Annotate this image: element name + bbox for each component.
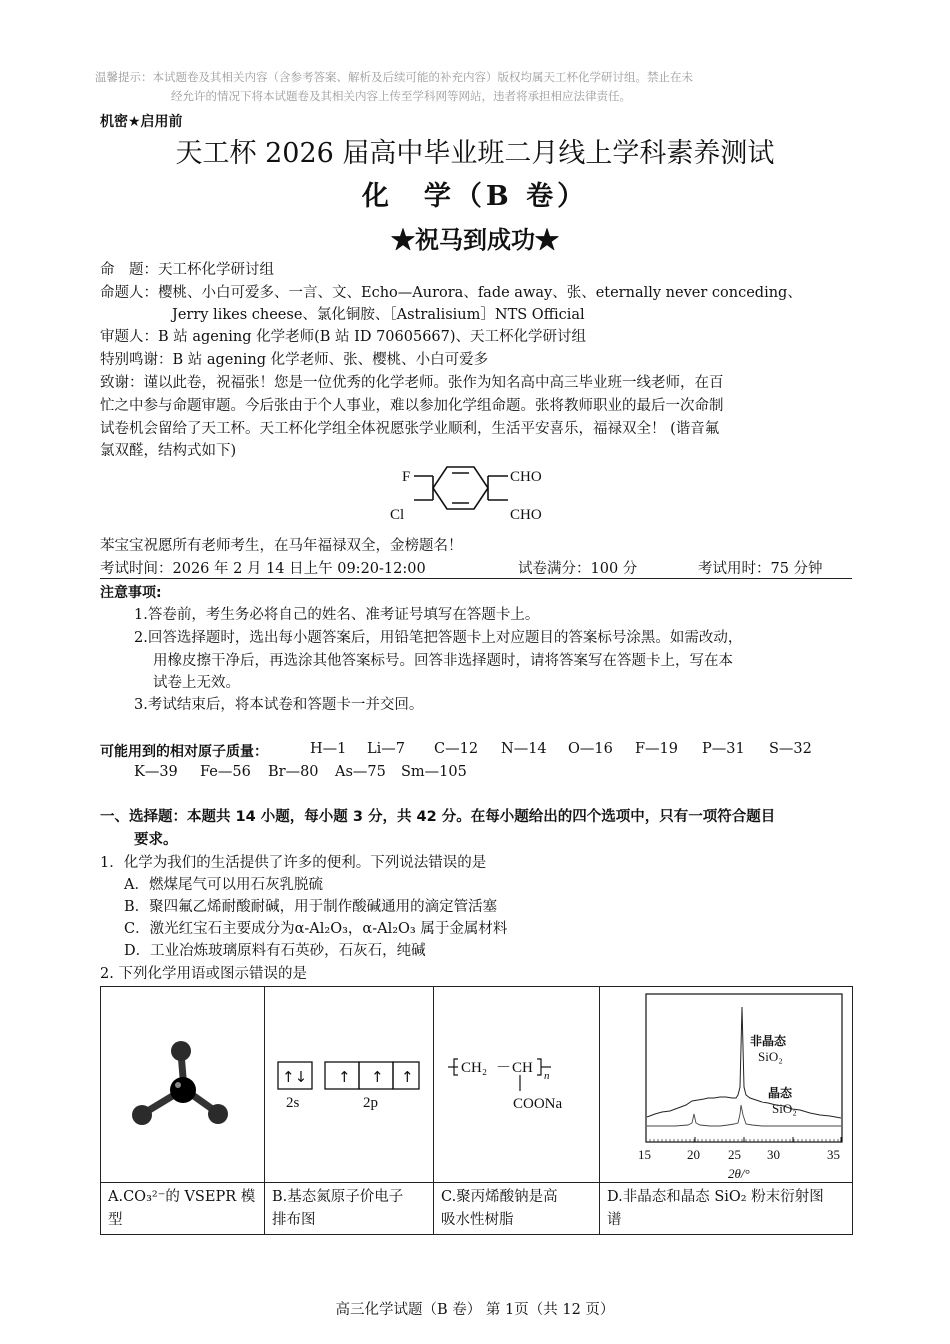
- atom-f: F: [402, 469, 411, 485]
- spin-up-down-icon: ↑↓: [282, 1068, 308, 1086]
- note-1: 1.答卷前，考生务必将自己的姓名、准考证号填写在答题卡上。: [134, 607, 540, 623]
- group-coona: COONa: [513, 1096, 563, 1112]
- q2-caption-b: [265, 1183, 434, 1235]
- blessing-text: 苯宝宝祝愿所有老师考生，在马年福禄双全，金榜题名！: [100, 538, 463, 554]
- dedication-1: 致谢：谨以此卷，祝福张！您是一位优秀的化学老师。张作为知名高中高三毕业班一线老师，在百: [100, 375, 724, 391]
- mass-h: H—1: [310, 741, 347, 757]
- xrd-pattern-chart: [600, 987, 852, 1182]
- atom-cl: Cl: [390, 507, 405, 523]
- atomic-masses-row-1: [100, 741, 852, 761]
- atomic-masses-heading: 可能用到的相对原子质量：: [100, 744, 268, 760]
- subscript-n: n: [544, 1070, 550, 1082]
- notes-heading: 注意事项:: [100, 585, 162, 601]
- caption-d-line-2: 谱: [607, 1212, 622, 1228]
- label-2p: 2p: [363, 1095, 378, 1111]
- mass-as: As—75: [335, 764, 386, 780]
- sodium-polyacrylate-structure: [434, 987, 599, 1182]
- xrd-tick-35: 35: [827, 1147, 840, 1162]
- oxygen-atom-top: [171, 1041, 191, 1061]
- carbon-atom: [170, 1077, 196, 1103]
- dedication-4: 氯双醛，结构式如下): [100, 443, 237, 459]
- q2-fig-a-cell: [101, 987, 265, 1183]
- caption-d-line-1: D.非晶态和晶态 SiO₂ 粉末衍射图: [607, 1189, 824, 1205]
- q2-caption-d: [600, 1183, 853, 1235]
- caption-b-line-2: 排布图: [272, 1212, 316, 1228]
- caption-a-line-1: A.CO₃²⁻的 VSEPR 模: [108, 1189, 256, 1205]
- oxygen-atom-right: [208, 1104, 228, 1124]
- co3-vsepr-model: [101, 987, 264, 1182]
- amorphous-sio2-curve: [647, 1007, 841, 1118]
- note-3: 3.考试结束后，将本试卷和答题卡一并交回。: [134, 697, 424, 713]
- notice-line-2: 经允许的情况下将本试题卷及其相关内容上传至学科网等网站，违者将承担相应法律责任。: [171, 89, 631, 103]
- legend-amorphous: 非晶态: [750, 1034, 787, 1048]
- spin-up-icon-1: ↑: [338, 1068, 351, 1086]
- legend-amorphous-formula: SiO₂: [758, 1049, 783, 1064]
- exam-duration: 考试用时：75 分钟: [698, 561, 823, 577]
- exam-time: 考试时间：2026 年 2 月 14 日上午 09:20-12:00: [100, 561, 426, 577]
- exam-info-row: [100, 557, 852, 578]
- q2-fig-b-cell: [265, 987, 434, 1183]
- xrd-tick-30: 30: [767, 1147, 780, 1162]
- wish-banner: ★祝马到成功★: [391, 225, 559, 254]
- q2-fig-c-cell: [434, 987, 600, 1183]
- note-2c: 试卷上无效。: [153, 675, 240, 691]
- label-2s: 2s: [286, 1095, 300, 1111]
- q1-option-c: C．激光红宝石主要成分为α-Al₂O₃，α-Al₂O₃ 属于金属材料: [124, 921, 508, 937]
- info-authors-1: 命题人：樱桃、小白可爱多、一言、文、Echo—Aurora、fade away、张、eternally never conceding、: [100, 285, 802, 301]
- group-ch: CH: [512, 1060, 533, 1076]
- mass-sm: Sm—105: [401, 764, 467, 780]
- group-cho-2: CHO: [510, 507, 542, 523]
- caption-b-line-1: B.基态氮原子价电子: [272, 1189, 404, 1205]
- mass-p: P—31: [702, 741, 745, 757]
- caption-c-line-1: C.聚丙烯酸钠是高: [441, 1189, 558, 1205]
- xrd-tick-20: 20: [687, 1147, 700, 1162]
- xrd-tick-25: 25: [728, 1147, 741, 1162]
- legend-crystal-formula: SiO₂: [772, 1101, 797, 1116]
- confidential-mark: 机密★启用前: [100, 114, 183, 130]
- q2-stem: 2. 下列化学用语或图示错误的是: [100, 966, 307, 982]
- spin-up-icon-2: ↑: [371, 1068, 384, 1086]
- legend-crystal: 晶态: [768, 1086, 793, 1100]
- copyright-notice: [95, 68, 865, 106]
- spin-up-icon-3: ↑: [401, 1068, 414, 1086]
- mass-f: F—19: [635, 741, 679, 757]
- group-cho-1: CHO: [510, 469, 542, 485]
- note-2b: 用橡皮擦干净后，再选涂其他答案标号。回答非选择题时，请将答案写在答题卡上，写在本: [153, 653, 733, 669]
- atomic-masses-row-2: [134, 764, 852, 780]
- oxygen-atom-left: [132, 1105, 152, 1125]
- q1-stem: 1．化学为我们的生活提供了许多的便利。下列说法错误的是: [100, 855, 487, 871]
- nitrogen-orbital-diagram: [265, 987, 433, 1182]
- dedication-3: 试卷机会留给了天工杯。天工杯化学组全体祝愿张学业顺利，生活平安喜乐，福禄双全！ (谐音氟: [100, 421, 720, 437]
- q2-options-table: [100, 986, 853, 1235]
- xrd-tick-15: 15: [638, 1147, 651, 1162]
- info-authors-2: Jerry likes cheese、氯化铜胺、［Astralisium］NTS Official: [172, 307, 585, 323]
- group-ch2: CH₂: [461, 1060, 488, 1076]
- exam-title: 天工杯 2026 届高中毕业班二月线上学科素养测试: [175, 138, 775, 169]
- q2-fig-d-cell: [600, 987, 853, 1183]
- page-footer: 高三化学试题（B 卷） 第 1页（共 12 页）: [335, 1302, 615, 1318]
- bracket-right: [537, 1059, 541, 1075]
- mass-n: N—14: [501, 741, 547, 757]
- section1-heading-2: 要求。: [134, 832, 178, 848]
- mass-li: Li—7: [367, 741, 405, 757]
- q2-caption-c: [434, 1183, 600, 1235]
- divider-line: [100, 578, 852, 579]
- q1-option-b: B．聚四氟乙烯耐酸耐碱，用于制作酸碱通用的滴定管活塞: [124, 899, 498, 915]
- info-thanks: 特别鸣谢：B 站 agening 化学老师、张、樱桃、小白可爱多: [100, 352, 489, 368]
- exam-full-score: 试卷满分：100 分: [518, 561, 638, 577]
- caption-a-line-2: 型: [108, 1212, 123, 1228]
- q1-option-a: A．燃煤尾气可以用石灰乳脱硫: [124, 877, 323, 893]
- info-proposer: 命 题：天工杯化学研讨组: [100, 262, 274, 278]
- bond-dash: －: [496, 1060, 512, 1076]
- dedication-2: 忙之中参与命题审题。今后张由于个人事业，难以参加化学组命题。张将教师职业的最后一次命制: [100, 398, 724, 414]
- q1-option-d: D．工业冶炼玻璃原料有石英砂，石灰石，纯碱: [124, 943, 426, 959]
- mass-o: O—16: [568, 741, 613, 757]
- xrd-x-axis-label: 2θ/°: [728, 1166, 750, 1181]
- note-2a: 2.回答选择题时，选出每小题答案后，用铅笔把答题卡上对应题目的答案标号涂黑。如需改动，: [134, 630, 743, 646]
- mass-s: S—32: [769, 741, 812, 757]
- subject-title: 化 学（B 卷）: [361, 181, 589, 212]
- mass-fe: Fe—56: [200, 764, 251, 780]
- info-reviewers: 审题人：B 站 agening 化学老师(B 站 ID 70605667)、天工杯化学研讨组: [100, 329, 587, 345]
- mass-c: C—12: [434, 741, 479, 757]
- notice-line-1: 温馨提示：本试题卷及其相关内容（含参考答案、解析及后续可能的补充内容）版权均属天工杯化学研讨组。禁止在未: [95, 70, 693, 84]
- mass-k: K—39: [134, 764, 178, 780]
- caption-c-line-2: 吸水性树脂: [441, 1212, 514, 1228]
- crystal-sio2-curve: [647, 1105, 841, 1126]
- mass-br: Br—80: [268, 764, 319, 780]
- q2-caption-a: [101, 1183, 265, 1235]
- section1-heading-1: 一、选择题：本题共 14 小题，每小题 3 分，共 42 分。在每小题给出的四个选项中，只有一项符合题目: [100, 809, 776, 825]
- difluoro-dialdehyde-structure: [380, 462, 580, 532]
